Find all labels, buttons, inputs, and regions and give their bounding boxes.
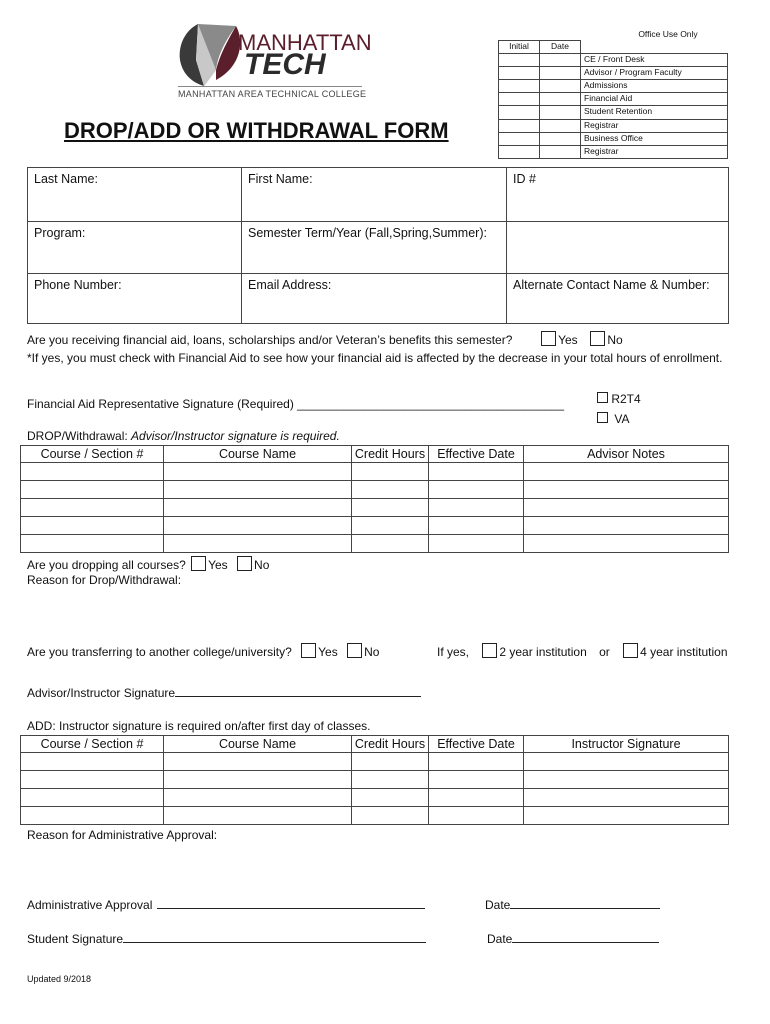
office-col-initial: Initial [499, 41, 540, 54]
drop-header-course-section: Course / Section # [21, 446, 164, 463]
office-row-label: Admissions [581, 80, 728, 93]
office-row [499, 54, 728, 67]
office-row-label: Financial Aid [581, 93, 728, 106]
last-name-field[interactable]: Last Name: [28, 168, 242, 222]
financial-no-label: No [607, 333, 623, 347]
drop-header-credit-hours: Credit Hours [352, 446, 429, 463]
add-header-course-name: Course Name [164, 736, 352, 753]
logo-underline [178, 86, 362, 87]
transfer-question: Are you transferring to another college/university? Yes No [27, 645, 380, 659]
table-row [21, 753, 729, 771]
phone-field[interactable]: Phone Number: [28, 274, 242, 324]
alternate-contact-field[interactable]: Alternate Contact Name & Number: [507, 274, 729, 324]
financial-yes-label: Yes [558, 333, 578, 347]
table-row [21, 807, 729, 825]
add-header-effective-date: Effective Date [429, 736, 524, 753]
table-row [21, 499, 729, 517]
student-date-line[interactable]: Date [487, 931, 659, 946]
r2t4-option[interactable]: R2T4 [597, 392, 641, 406]
office-row [499, 93, 728, 106]
drop-header-effective-date: Effective Date [429, 446, 524, 463]
transfer-institution-options: If yes, 2 year institution or 4 year institution [437, 645, 728, 659]
student-signature-line[interactable]: Student Signature [27, 931, 426, 946]
office-row-label: CE / Front Desk [581, 54, 728, 67]
add-header-credit-hours: Credit Hours [352, 736, 429, 753]
logo-word-tech: TECH [244, 48, 326, 81]
drop-course-table [20, 445, 729, 553]
office-row-label: Student Retention [581, 106, 728, 119]
form-title: DROP/ADD OR WITHDRAWAL FORM [64, 118, 449, 143]
office-row [499, 119, 728, 132]
transfer-yes-checkbox[interactable] [301, 643, 316, 658]
drop-all-question: Are you dropping all courses? Yes No [27, 558, 270, 572]
office-row [499, 132, 728, 145]
table-row [21, 771, 729, 789]
transfer-no-checkbox[interactable] [347, 643, 362, 658]
logo-mark-icon [176, 20, 246, 88]
add-header-instructor-signature: Instructor Signature [524, 736, 729, 753]
table-row [21, 481, 729, 499]
financial-yes-checkbox[interactable] [541, 331, 556, 346]
email-field[interactable]: Email Address: [242, 274, 507, 324]
admin-reason-label: Reason for Administrative Approval: [27, 828, 218, 842]
table-row [21, 535, 729, 553]
financial-aid-note: *If yes, you must check with Financial Aid to see how your financial aid is affected by the decrease in your total hours of enrollment. [27, 351, 723, 365]
advisor-signature-line[interactable]: Advisor/Instructor Signature [27, 685, 421, 700]
financial-no-checkbox[interactable] [590, 331, 605, 346]
first-name-field[interactable]: First Name: [242, 168, 507, 222]
drop-all-no-checkbox[interactable] [237, 556, 252, 571]
logo-word-manhattan: MANHATTAN [238, 30, 372, 55]
table-row [21, 517, 729, 535]
logo-subtitle: MANHATTAN AREA TECHNICAL COLLEGE [178, 89, 367, 99]
table-row [21, 463, 729, 481]
r2t4-checkbox[interactable] [597, 392, 608, 403]
office-row [499, 145, 728, 158]
office-row-label: Business Office [581, 132, 728, 145]
drop-label: DROP/Withdrawal: Advisor/Instructor signature is required. [27, 429, 340, 443]
program-field[interactable]: Program: [28, 222, 242, 274]
va-checkbox[interactable] [597, 412, 608, 423]
footer-updated: Updated 9/2018 [27, 974, 92, 984]
drop-header-advisor-notes: Advisor Notes [524, 446, 729, 463]
admin-approval-line[interactable]: Administrative Approval [27, 897, 425, 912]
admin-date-line[interactable]: Date [485, 897, 660, 912]
office-use-heading: Office Use Only [638, 29, 698, 39]
office-row [499, 106, 728, 119]
table-row [21, 789, 729, 807]
drop-all-yes-checkbox[interactable] [191, 556, 206, 571]
office-use-table [498, 29, 728, 159]
four-year-checkbox[interactable] [623, 643, 638, 658]
va-option[interactable]: VA [597, 412, 629, 426]
drop-reason-label: Reason for Drop/Withdrawal: [27, 573, 182, 587]
add-header-course-section: Course / Section # [21, 736, 164, 753]
semester-field[interactable]: Semester Term/Year (Fall,Spring,Summer): [242, 222, 507, 274]
add-label: ADD: Instructor signature is required on/after first day of classes. [27, 719, 371, 733]
office-row-label: Registrar [581, 119, 728, 132]
office-row [499, 67, 728, 80]
add-course-table [20, 735, 729, 825]
id-field[interactable]: ID # [507, 168, 729, 222]
college-logo [176, 20, 372, 100]
office-col-date: Date [540, 41, 581, 54]
financial-aid-question: Are you receiving financial aid, loans, scholarships and/or Veteran’s benefits this semester? Yes No [27, 333, 623, 347]
student-info-table [27, 167, 729, 324]
office-row-label: Registrar [581, 145, 728, 158]
drop-header-course-name: Course Name [164, 446, 352, 463]
financial-rep-signature[interactable]: Financial Aid Representative Signature (Required) ________________________________________ [27, 397, 565, 411]
two-year-checkbox[interactable] [482, 643, 497, 658]
office-row [499, 80, 728, 93]
office-row-label: Advisor / Program Faculty [581, 67, 728, 80]
